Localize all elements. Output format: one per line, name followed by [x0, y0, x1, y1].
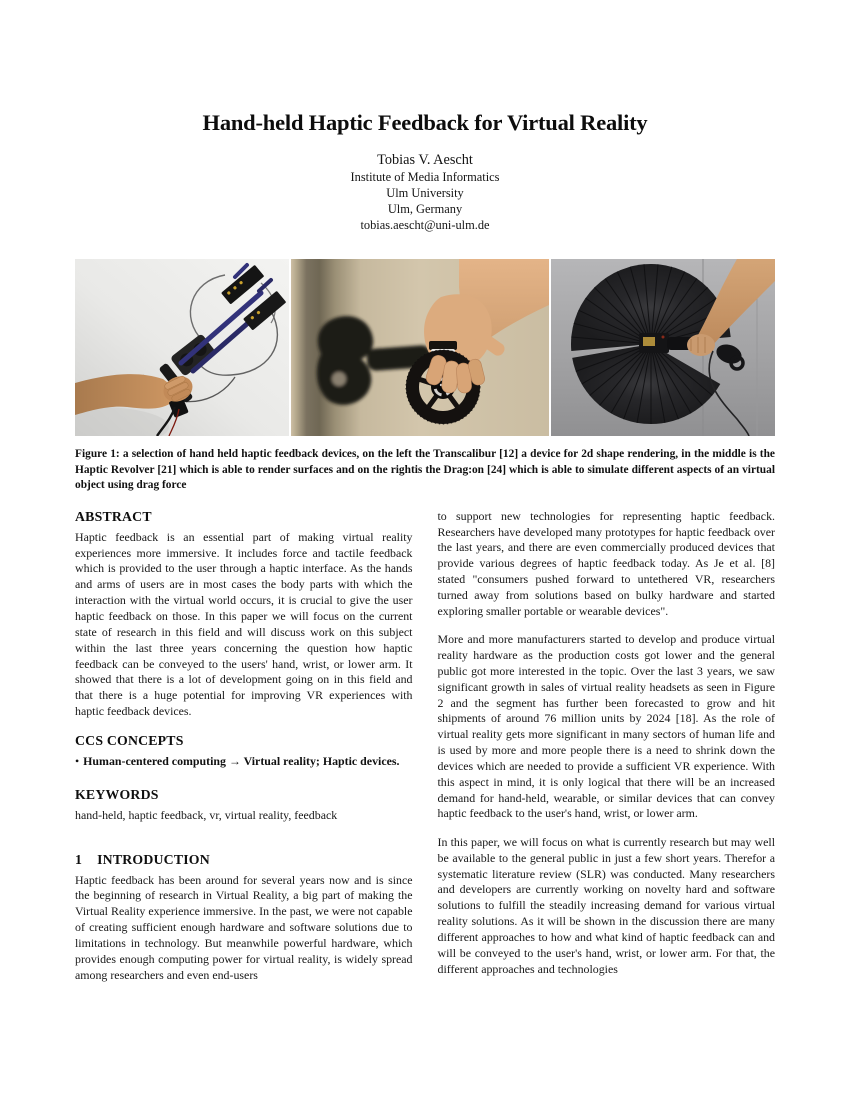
- ccs-heading: CCS CONCEPTS: [75, 732, 184, 748]
- ccs-detail: Virtual reality; Haptic devices.: [243, 753, 400, 768]
- ccs-bullet: •: [75, 753, 80, 768]
- keywords-text: hand-held, haptic feedback, vr, virtual reality, feedback: [75, 807, 338, 822]
- author-email: tobias.aescht@uni-ulm.de: [360, 218, 490, 232]
- ccs-concept: Human-centered computing: [83, 753, 226, 768]
- author-affiliation: Institute of Media Informatics: [350, 170, 500, 184]
- ccs-text: [75, 754, 413, 770]
- paragraph: In this paper, we will focus on what is currently research but may well be available to the general public in just a few short years. Therefor a systematic literature review (SLR) was conducted. Many researchers and developers are currently working on novelty hard and software solutions to fulfill the steadily increasing demand for various virtual reality solutions. As it will be shown in the discussion there are many different approaches to how and what kind of haptic feedback can and will be conveyed to the user's hand, wrist, or lower arm. For that, the different approaches and technologies: [437, 834, 775, 976]
- author-university: Ulm University: [386, 186, 464, 200]
- abstract-text: Haptic feedback is an essential part of making virtual reality experiences more immersive. It includes force and tactile feedback which is provided to the user through a haptic interface. As the hands and arms of users are in most cases the body parts with which the interaction with the virtual world occurs, it is crucial to give the user haptic feedback on those. In this paper we will focus on the current state of research in this field and will discuss work on this subject within the last three years concerning the question how haptic feedback can be conveyed to the users' hand, wrist, or lower arm. It showed that there is a lot of development going on in this field and that there is a huge potential for improving VR experiences with haptic feedback devices.: [75, 529, 413, 719]
- figure-1: [75, 259, 775, 436]
- paragraph: to support new technologies for representing haptic feedback. Researchers have developed many prototypes for haptic feedback over the last years, and there are even commercially produced devices that provide various degrees of haptic feedback today. As Je et al. [8] stated "consumers pushed forward to untethered VR, researchers turned away from solutions based on bulky hardware and started exploring smaller portable or wearable devices".: [437, 508, 775, 618]
- dragon-photo: [551, 259, 775, 436]
- author-city: Ulm, Germany: [387, 202, 463, 216]
- two-column-body: [75, 507, 775, 984]
- author-name: Tobias V. Aescht: [377, 152, 473, 168]
- transcalibur-photo: [75, 259, 289, 436]
- left-column: [75, 507, 413, 984]
- paper-title: Hand-held Haptic Feedback for Virtual Reality: [202, 110, 648, 135]
- right-column: [438, 507, 776, 984]
- ccs-arrow-icon: →: [228, 753, 241, 768]
- keywords-heading: KEYWORDS: [75, 786, 159, 802]
- paragraph: More and more manufacturers started to develop and produce virtual reality hardware as the production costs got lower and the general public got more interested in the topic. Over the last 3 years, we saw significant growth in sales of virtual reality headsets as seen in Figure 2 and the segment has further been forecasted to grow and hit shipments of around 76 million units by 2024 [18]. As the role of virtual reality gets more significant in many sectors of human life and is used by more and more people there is a need to shrink down the devices which are needed to provide a sufficient VR experience. With this aspect in mind, it is only logical that there will be an increased demand for hand-held, wearable, or similar devices that can convey haptic feedback to the user's hand, wrist, or lower arm.: [437, 632, 775, 821]
- section-number: 1: [75, 851, 83, 867]
- figure-caption: Figure 1: a selection of hand held haptic feedback devices, on the left the Transcalibur [12] a device for 2d shape rendering, in the middle is the Haptic Revolver [21] which is able to render surfaces and on the rightis the Drag:on [24] which is able to simulate different aspects of an virtual object using drag force: [75, 448, 775, 492]
- introduction-heading: [75, 852, 413, 868]
- abstract-heading: ABSTRACT: [75, 508, 152, 524]
- introduction-text: Haptic feedback has been around for several years now and is since the beginning of research in Virtual Reality, a big part of making the Virtual Reality experience immersive. In the past, we were not capable of creating sufficient enough hardware and software solutions due to limitations in technology. But meanwhile powerful hardware, which provides enough computing power for virtual reality, is widely spread among researchers and even end-users: [75, 872, 413, 982]
- section-title: INTRODUCTION: [97, 851, 210, 867]
- haptic-revolver-photo: [291, 259, 549, 436]
